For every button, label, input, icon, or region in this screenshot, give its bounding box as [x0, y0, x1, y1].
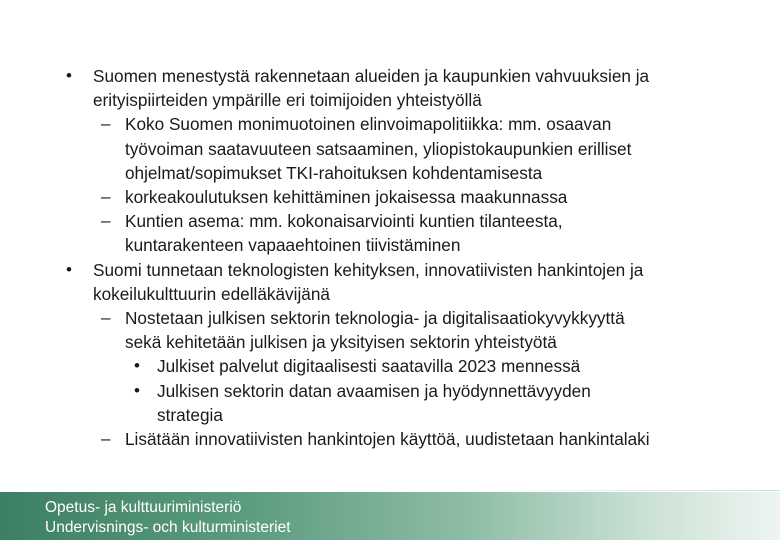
bullet-text-level-1: erityispiirteiden ympärille eri toimijoiden yhteistyöllä — [93, 90, 482, 111]
bullet-text-level-2: työvoiman saatavuuteen satsaaminen, yliopistokaupunkien erilliset — [125, 138, 632, 159]
bullet-text-level-2: Kuntien asema: mm. kokonaisarviointi kuntien tilanteesta, — [125, 211, 563, 232]
bullet-text-level-3: Julkiset palvelut digitaalisesti saatavilla 2023 mennessä — [157, 356, 581, 377]
bullet-marker: • — [66, 259, 72, 279]
bullet-text-level-2: kuntarakenteen vapaaehtoinen tiivistäminen — [125, 235, 461, 256]
footer-banner — [0, 492, 780, 540]
bullet-marker: • — [134, 356, 140, 376]
bullet-text-level-2: Koko Suomen monimuotoinen elinvoimapolitiikka: mm. osaavan — [125, 114, 612, 135]
bullet-text-level-2: Nostetaan julkisen sektorin teknologia- ja digitalisaatiokyvykkyyttä — [125, 308, 625, 328]
bullet-marker: – — [101, 187, 111, 206]
bullet-text-level-2: Lisätään innovatiivisten hankintojen käyttöä, uudistetaan hankintalaki — [125, 429, 650, 449]
bullet-marker: – — [101, 114, 111, 134]
bullet-marker: • — [134, 380, 140, 400]
bullet-marker: – — [101, 211, 111, 231]
bullet-marker: – — [101, 429, 111, 448]
divider — [480, 490, 780, 491]
bullet-text-level-2: sekä kehitetään julkisen ja yksityisen sektorin yhteistyötä — [125, 332, 557, 353]
bullet-text-level-2: korkeakoulutuksen kehittäminen jokaisessa maakunnassa — [125, 187, 568, 207]
bullet-marker: • — [66, 66, 72, 85]
bullet-text-level-1: kokeilukulttuurin edelläkävijänä — [93, 283, 330, 304]
bullet-text-level-1: Suomi tunnetaan teknologisten kehityksen, innovatiivisten hankintojen ja — [93, 259, 644, 280]
org-name-fi: Opetus- ja kulttuuriministeriö — [45, 499, 242, 516]
org-name-sv: Undervisnings- och kulturministeriet — [45, 519, 291, 536]
bullet-marker: – — [101, 308, 111, 327]
bullet-text-level-3: Julkisen sektorin datan avaamisen ja hyödynnettävyyden — [157, 380, 591, 401]
bullet-text-level-3: strategia — [157, 404, 223, 425]
bullet-text-level-2: ohjelmat/sopimukset TKI-rahoituksen kohdentamisesta — [125, 162, 543, 183]
bullet-text-level-1: Suomen menestystä rakennetaan alueiden ja kaupunkien vahvuuksien ja — [93, 66, 650, 86]
